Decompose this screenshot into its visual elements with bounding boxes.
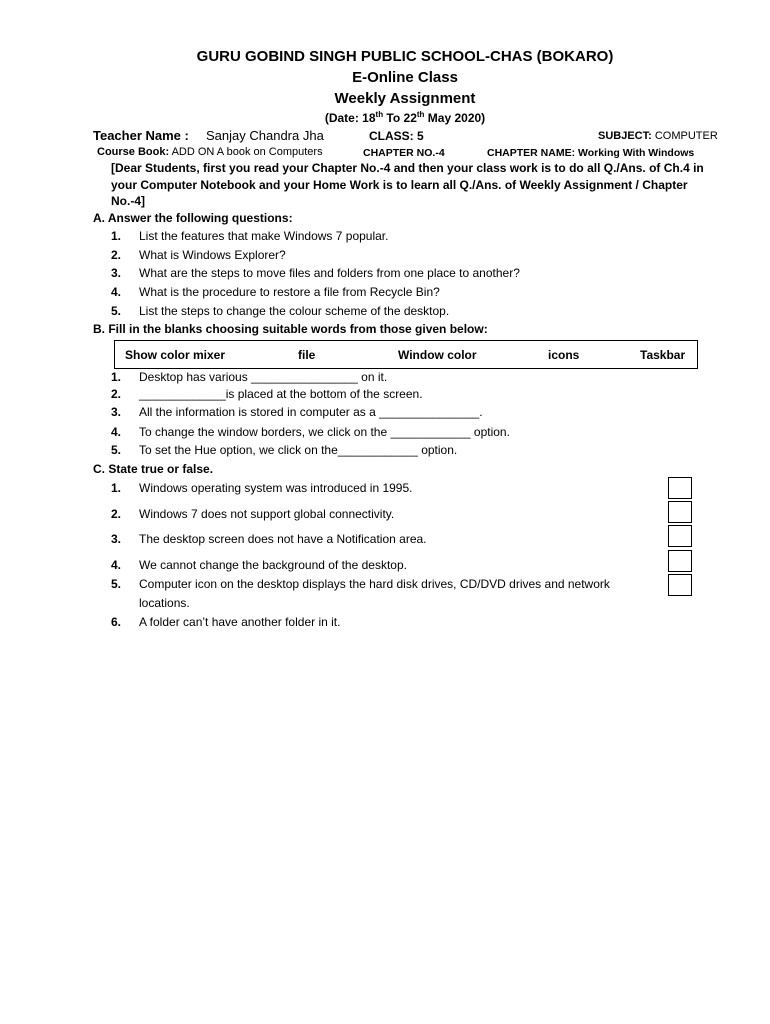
- question-text: What are the steps to move files and folders from one place to another?: [139, 266, 520, 280]
- question-number: 3.: [111, 532, 122, 546]
- word-bank-item: file: [298, 348, 316, 362]
- question-number: 1.: [111, 481, 122, 495]
- question-text: All the information is stored in computer as a _______________.: [139, 405, 483, 419]
- question-text: List the steps to change the colour scheme of the desktop.: [139, 304, 450, 318]
- subject-value: COMPUTER: [654, 130, 718, 142]
- question-number: 5.: [111, 304, 122, 318]
- question-number: 6.: [111, 615, 122, 629]
- question-number: 4.: [111, 285, 122, 299]
- subject-label: SUBJECT:: [598, 130, 652, 142]
- word-bank-item: Show color mixer: [125, 348, 226, 362]
- question-number: 1.: [111, 229, 122, 243]
- question-text: Windows 7 does not support global connectivity.: [139, 507, 395, 521]
- word-bank-item: icons: [548, 348, 580, 362]
- question-number: 2.: [111, 387, 122, 401]
- question-text: What is Windows Explorer?: [139, 248, 286, 262]
- answer-box[interactable]: [668, 550, 692, 572]
- answer-box[interactable]: [668, 574, 692, 596]
- question-number: 5.: [111, 443, 122, 457]
- instruction-note: [Dear Students, first you read your Chapter No.-4 and then your class work is to do all Q./Ans. of Ch.4 in your Computer Notebook and your Home Work is to learn all Q./Ans. of Weekly Assignment / Chapter No.-4]: [111, 161, 704, 208]
- date-suffix: May 2020): [424, 111, 486, 125]
- question-number: 3.: [111, 266, 122, 280]
- word-bank-item: Window color: [398, 348, 477, 362]
- question-number: 3.: [111, 405, 122, 419]
- question-number: 2.: [111, 248, 122, 262]
- date-sup-2: th: [416, 110, 425, 119]
- class-type-title: E-Online Class: [352, 69, 458, 86]
- question-number: 1.: [111, 370, 122, 384]
- question-number: 5.: [111, 577, 122, 591]
- answer-box[interactable]: [668, 501, 692, 523]
- question-text: Computer icon on the desktop displays the hard disk drives, CD/DVD drives and network: [139, 577, 610, 591]
- question-number: 2.: [111, 507, 122, 521]
- section-a-heading: A. Answer the following questions:: [93, 211, 293, 225]
- question-text: A folder can’t have another folder in it.: [139, 615, 341, 629]
- subject-line: [598, 130, 718, 142]
- course-label: Course Book:: [97, 146, 170, 158]
- question-text: To set the Hue option, we click on the____________ option.: [139, 443, 458, 457]
- question-text: List the features that make Windows 7 popular.: [139, 229, 389, 243]
- question-text: The desktop screen does not have a Notification area.: [139, 532, 427, 546]
- course-value: ADD ON A book on Computers: [171, 146, 323, 158]
- date-prefix: (Date: 18: [324, 111, 376, 125]
- word-bank-box: [114, 340, 698, 369]
- section-b-heading: B. Fill in the blanks choosing suitable words from those given below:: [93, 322, 488, 336]
- question-text: What is the procedure to restore a file from Recycle Bin?: [139, 285, 440, 299]
- question-text: Windows operating system was introduced in 1995.: [139, 481, 413, 495]
- chapter-no: CHAPTER NO.-4: [363, 147, 445, 159]
- course-line: [97, 146, 323, 158]
- answer-box[interactable]: [668, 477, 692, 499]
- section-c-heading: C. State true or false.: [93, 462, 214, 476]
- class-label: CLASS: 5: [369, 129, 424, 143]
- question-text: Desktop has various ________________ on it.: [139, 370, 388, 384]
- teacher-name: Sanjay Chandra Jha: [206, 128, 324, 143]
- question-number: 4.: [111, 425, 122, 439]
- date-mid: To 22: [383, 111, 417, 125]
- teacher-label: Teacher Name :: [93, 128, 189, 143]
- question-text-continued: locations.: [139, 596, 190, 610]
- date-line: [0, 110, 770, 125]
- question-text: _____________is placed at the bottom of the screen.: [139, 387, 423, 401]
- date-sup-1: th: [375, 110, 384, 119]
- word-bank-item: Taskbar: [640, 348, 686, 362]
- question-text: We cannot change the background of the desktop.: [139, 558, 407, 572]
- chapter-name: CHAPTER NAME: Working With Windows: [487, 147, 695, 159]
- assignment-title: Weekly Assignment: [334, 90, 476, 107]
- question-text: To change the window borders, we click on the ____________ option.: [139, 425, 510, 439]
- question-number: 4.: [111, 558, 122, 572]
- school-title: GURU GOBIND SINGH PUBLIC SCHOOL-CHAS (BOKARO): [196, 48, 614, 65]
- answer-box[interactable]: [668, 525, 692, 547]
